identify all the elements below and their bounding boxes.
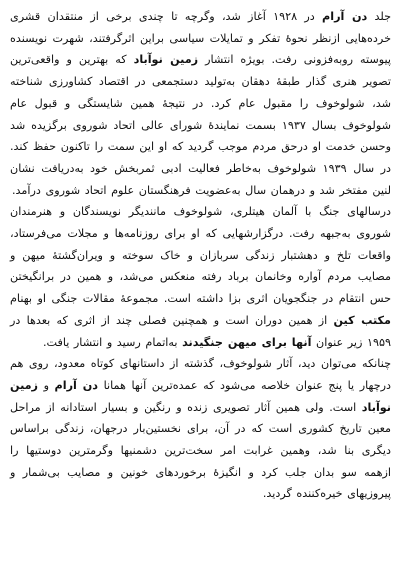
book-title-virgin-soil: زمین نوآباد [10,378,391,414]
text-segment: به‌اتمام رسید و انتشار یافت. [42,335,183,349]
book-title-virgin-soil: زمین نوآباد [133,53,199,67]
text-segment: است. ولی همین آثار تصویری زنده و رنگین و بسیار استادانه از مراحل معین تاریخ کشوری است که در آن، برای نخستین‌بار درجهان، زندگی براساس دیگری بنا شد، وهمین غرابت امر سخت‌ترین دشمنیها وگرمترین دوستیها را ازهمه سو بدان جلب کرد و انگیزهٔ برخوردهای خونین و مصایب بی‌شمار و پیروزیهای خیره‌کننده گردید. [10,400,391,501]
book-title-they-fought: آنها برای میهن جنگیدند [182,335,312,349]
text-segment: که بهترین و واقعی‌ترین تصویر هنری گذار طبقهٔ دهقان به‌تولید دستجمعی در اقتصاد کشاورزی شناخته شد، شولوخوف را مقبول عام کرد. در نتیجهٔ همین شایستگی و قبول عام شولوخوف بسال ۱۹۳۷ بسمت نمایندهٔ شورای عالی اتحاد شوروی برگزیده شد وحسن خدمت او درحق مردم موجب گردید که او این سمت را تاکنون حفظ کند. در سال ۱۹۳۹ شولوخوف به‌خاطر فعالیت ادبی ثمربخش خود به‌دریافت نشان لنین مفتخر شد و درهمان سال به‌عضویت فرهنگستان علوم اتحاد شوروی درآمد. [10,53,391,197]
book-title-quiet-don: دن آرام [322,10,368,23]
book-title-school-of-hate: مکتب کین [333,313,391,327]
text-segment: و [38,378,55,392]
paragraph-1 [10,6,391,201]
text-segment: درسالهای جنگ با آلمان هیتلری، شولوخوف مانندیگر نویسندگان و هنرمندان شوروی به‌جبهه رفت. درگزارشهایی که او برای روزنامه‌ها و مجلات می‌فرستاد، واقعات تلخ و دهشتبار زندگی سربازان و خاک سوخته و ویران‌گشتهٔ میهن و مصایب مردم آواره وخانمان برباد رفته منعکس می‌شد، و همین در برانگیختن حس انتقام در جنگجویان اثری بزا داشته است. مجموعهٔ مقالات جنگی او بهنام [10,205,391,306]
text-segment: جلد [367,10,391,23]
text-segment: چنانکه می‌توان دید، آثار شولوخوف، گذشته از داستانهای کوتاه معدود، روی هم درچهار یا پنج عنوان خلاصه می‌شود که عمده‌ترین آنها همانا [10,357,391,392]
text-segment: از همین دوران است و همچنین فصلی چند از اثری که بعدها در ۱۹۵۹ زیر عنوان [10,313,391,349]
paragraph-2 [10,201,391,353]
book-title-quiet-don: دن آرام [54,378,99,392]
text-segment: در ۱۹۲۸ آغاز شد، وگرچه تا چندی برخی از منتقدان قشری خرده‌هایی ازنظر نحوهٔ تفکر و تمایلات سیاسی براین اثرگرفتند، شهرت نویسنده پیوسته روبه‌فزونی رفت. بویژه انتشار [10,10,391,67]
paragraph-3 [10,353,391,505]
